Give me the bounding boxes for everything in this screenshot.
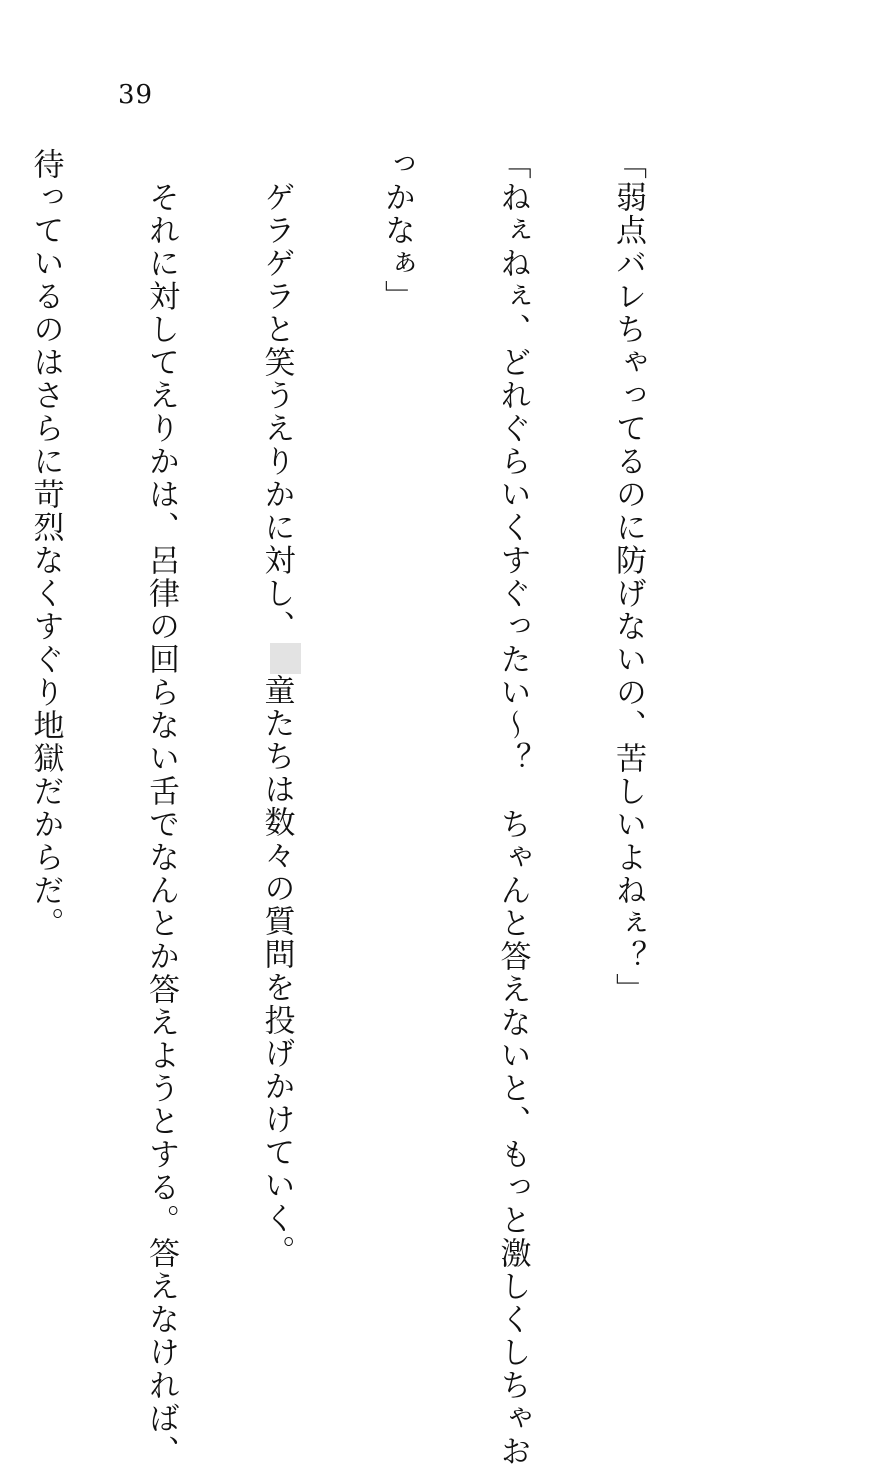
text-line-2: 「ねぇねぇ、どれぐらいくすぐったい～？ ちゃんと答えないと、もっと激しくしちゃお (494, 148, 531, 1468)
vertical-text-body (0, 148, 724, 1468)
text-line-3: っかなぁ」 (379, 148, 415, 313)
text-line-4: ゲラゲラと笑うえりかに対し、童たちは数々の質問を投げかけていく。 (257, 148, 301, 1148)
redacted-character (270, 643, 301, 674)
text-line-5: それに対してえりかは、呂律の回らない舌でなんとか答えようとする。答えなければ、 (143, 148, 179, 1468)
page-number: 39 (118, 80, 154, 110)
text-line-1: 「弱点バレちゃってるのに防げないの、苦しいよねぇ？」 (610, 148, 646, 1006)
text-line-6: 待っているのはさらに苛烈なくすぐり地獄だからだ。 (27, 148, 64, 940)
